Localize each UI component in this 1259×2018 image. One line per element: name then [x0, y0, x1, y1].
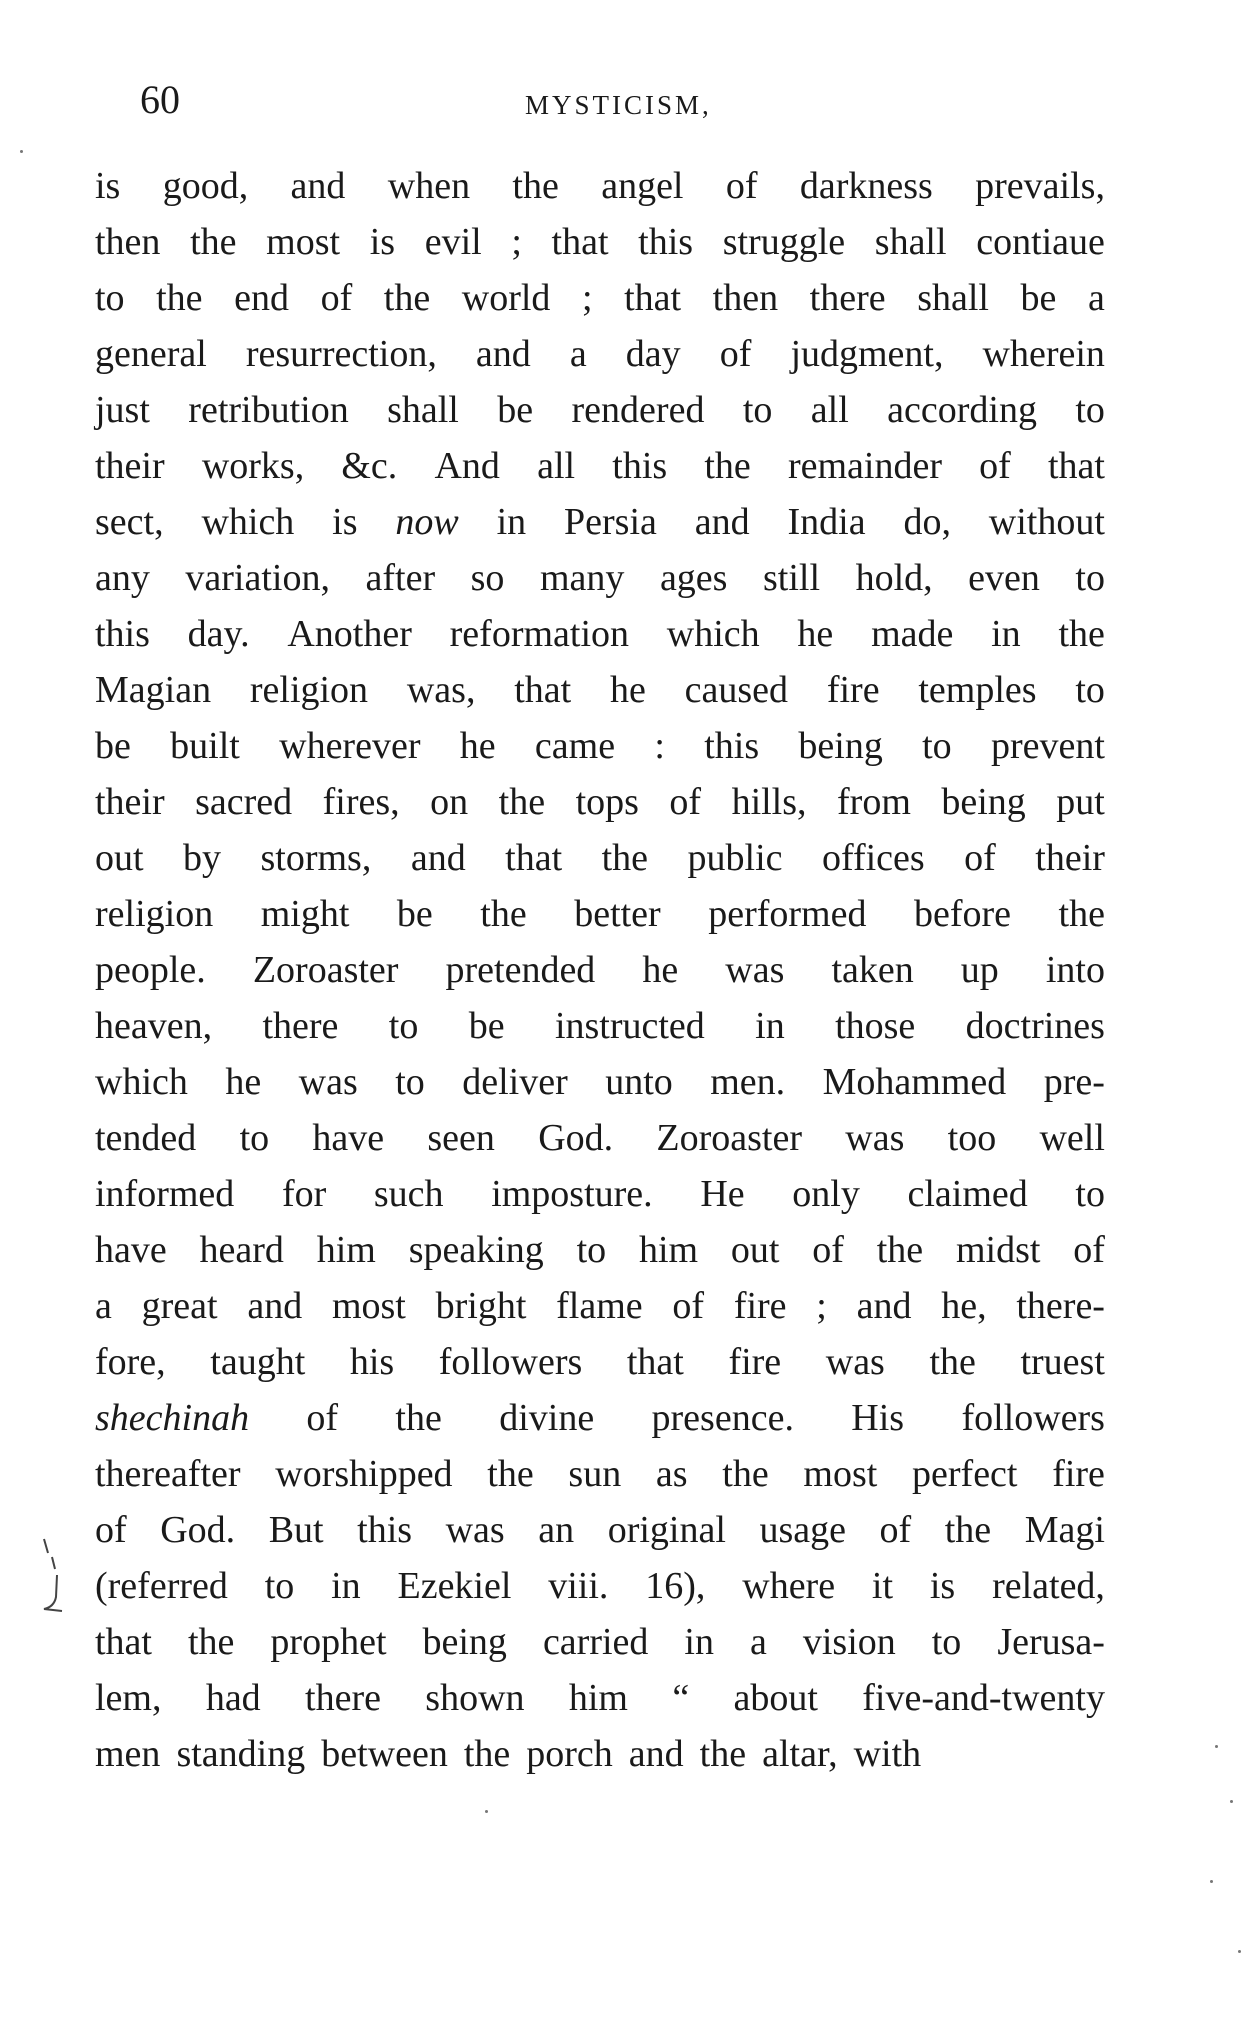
text-line: informed for such imposture. He only claimed to [95, 1173, 1105, 1215]
page-number: 60 [140, 77, 180, 122]
text-line: have heard him speaking to him out of the midst of [95, 1229, 1105, 1271]
text-line: men standing between the porch and the altar, with [95, 1733, 922, 1775]
text-line: to the end of the world ; that then there shall be a [95, 277, 1105, 319]
text-line: religion might be the better performed before the [95, 893, 1105, 935]
paper-speck [1238, 1950, 1241, 1953]
text-line: which he was to deliver unto men. Mohammed pre- [95, 1061, 1105, 1103]
text-line: thereafter worshipped the sun as the most perfect fire [95, 1453, 1105, 1495]
text-line: any variation, after so many ages still hold, even to [95, 557, 1105, 599]
text-line: Magian religion was, that he caused fire temples to [95, 669, 1105, 711]
text-line: shechinah of the divine presence. His followers [95, 1397, 1105, 1439]
text-line: then the most is evil ; that this struggle shall contiaue [95, 221, 1105, 263]
text-line: just retribution shall be rendered to all according to [95, 389, 1105, 431]
text-line: be built wherever he came : this being to prevent [95, 725, 1105, 767]
text-line: this day. Another reformation which he made in the [95, 613, 1105, 655]
text-line: their works, &c. And all this the remainder of that [95, 445, 1105, 487]
body-text [95, 158, 1105, 1782]
paper-speck [1230, 1800, 1233, 1803]
text-line: of God. But this was an original usage of the Magi [95, 1509, 1105, 1551]
text-line: (referred to in Ezekiel viii. 16), where it is related, [95, 1565, 1105, 1607]
paper-speck [20, 150, 23, 153]
text-line: heaven, there to be instructed in those doctrines [95, 1005, 1105, 1047]
text-line: out by storms, and that the public offices of their [95, 837, 1105, 879]
text-line: that the prophet being carried in a vision to Jerusa- [95, 1621, 1105, 1663]
text-line: general resurrection, and a day of judgment, wherein [95, 333, 1105, 375]
text-line: is good, and when the angel of darkness prevails, [95, 165, 1105, 207]
margin-pencil-mark [38, 1535, 74, 1625]
text-line: lem, had there shown him “ about five-and-twenty [95, 1677, 1105, 1719]
text-line: their sacred fires, on the tops of hills, from being put [95, 781, 1105, 823]
text-line: a great and most bright flame of fire ; and he, there- [95, 1285, 1105, 1327]
paper-speck [1215, 1745, 1218, 1748]
text-line: sect, which is now in Persia and India do, without [95, 501, 1105, 543]
running-head: MYSTICISM, [525, 90, 712, 120]
paper-speck [1210, 1880, 1213, 1883]
paper-speck [485, 1810, 488, 1813]
text-line: tended to have seen God. Zoroaster was too well [95, 1117, 1105, 1159]
page-header [140, 72, 1100, 132]
text-line: fore, taught his followers that fire was the truest [95, 1341, 1105, 1383]
text-line: people. Zoroaster pretended he was taken up into [95, 949, 1105, 991]
